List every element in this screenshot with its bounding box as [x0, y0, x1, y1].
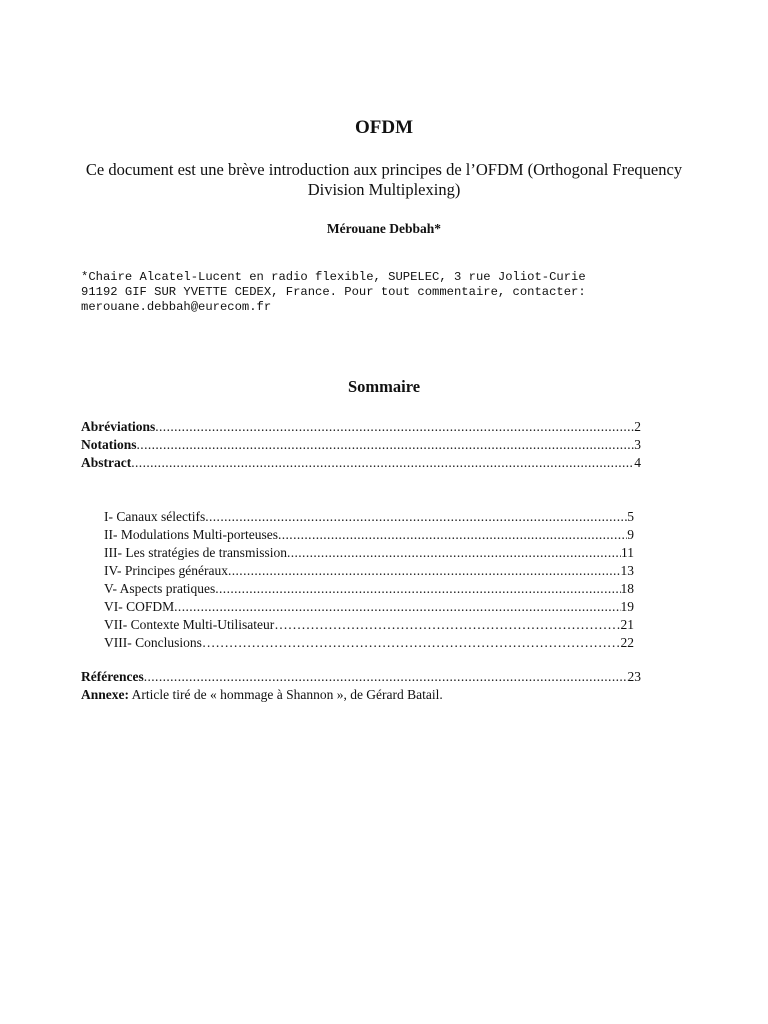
toc-entry-label: III- Les stratégies de transmission	[104, 545, 287, 560]
toc-entry-page: 21	[620, 617, 634, 632]
toc-entry-page: 2	[634, 419, 641, 434]
toc-entry-label: V- Aspects pratiques	[104, 581, 216, 596]
toc-entry-page: 11	[621, 545, 634, 560]
toc-entry-references[interactable]	[81, 668, 641, 686]
toc-entry-label: Abréviations	[81, 419, 156, 434]
toc-entry-label: I- Canaux sélectifs	[104, 509, 206, 524]
toc-entry-page: 23	[627, 669, 641, 684]
toc-entry-chapter-8[interactable]	[104, 634, 634, 652]
toc-dot-leader	[202, 634, 621, 652]
toc-entry-label: Références	[81, 669, 144, 684]
toc-chapters-section	[104, 508, 634, 652]
toc-entry-label: VII- Contexte Multi-Utilisateur	[104, 617, 275, 632]
toc-entry-page: 18	[620, 581, 634, 596]
toc-entry-page: 5	[627, 509, 634, 524]
toc-entry-page: 13	[620, 563, 634, 578]
toc-entry-page: 3	[634, 437, 641, 452]
toc-entry-page: 9	[627, 527, 634, 542]
toc-entry-chapter-3[interactable]	[104, 544, 634, 562]
toc-entry-abreviations[interactable]	[81, 418, 641, 436]
toc-entry-label: II- Modulations Multi-porteuses	[104, 527, 278, 542]
toc-entry-page: 4	[634, 455, 641, 470]
document-subtitle: Ce document est une brève introduction aux principes de l’OFDM (Orthogonal Frequency Division Multiplexing)	[85, 160, 683, 199]
toc-entry-chapter-4[interactable]	[104, 562, 634, 580]
toc-entry-label: IV- Principes généraux	[104, 563, 228, 578]
toc-dot-leader	[278, 526, 627, 544]
toc-entry-annex[interactable]	[81, 686, 641, 704]
toc-dot-leader	[155, 418, 634, 436]
toc-dot-leader	[228, 562, 621, 580]
author-affiliation: *Chaire Alcatel-Lucent en radio flexible, SUPELEC, 3 rue Joliot-Curie 91192 GIF SUR YVETTE CEDEX, France. Pour tout commentaire, contacter: merouane.debbah@eurecom.fr	[81, 270, 586, 315]
annex-label: Annexe:	[81, 687, 129, 702]
toc-entry-label: Notations	[81, 437, 137, 452]
toc-main-section	[81, 418, 641, 472]
toc-dot-leader	[274, 616, 620, 634]
toc-dot-leader	[137, 436, 635, 454]
toc-entry-page: 22	[620, 635, 634, 650]
toc-entry-chapter-6[interactable]	[104, 598, 634, 616]
toc-dot-leader	[144, 668, 628, 686]
toc-entry-label: VI- COFDM	[104, 599, 175, 614]
toc-dot-leader	[287, 544, 621, 562]
toc-entry-chapter-2[interactable]	[104, 526, 634, 544]
toc-entry-notations[interactable]	[81, 436, 641, 454]
toc-entry-page: 19	[620, 599, 634, 614]
toc-dot-leader	[174, 598, 620, 616]
toc-entry-chapter-5[interactable]	[104, 580, 634, 598]
toc-entry-chapter-7[interactable]	[104, 616, 634, 634]
toc-entry-chapter-1[interactable]	[104, 508, 634, 526]
toc-entry-abstract[interactable]	[81, 454, 641, 472]
annex-text: Article tiré de « hommage à Shannon », de Gérard Batail.	[129, 687, 443, 702]
toc-dot-leader	[215, 580, 620, 598]
toc-dot-leader	[131, 454, 634, 472]
toc-entry-label: Abstract	[81, 455, 132, 470]
toc-references-section	[81, 668, 641, 704]
toc-dot-leader	[205, 508, 627, 526]
toc-entry-label: VIII- Conclusions	[104, 635, 202, 650]
author-name: Mérouane Debbah*	[326, 221, 442, 236]
summary-heading: Sommaire	[347, 377, 421, 396]
document-title: OFDM	[354, 117, 414, 138]
